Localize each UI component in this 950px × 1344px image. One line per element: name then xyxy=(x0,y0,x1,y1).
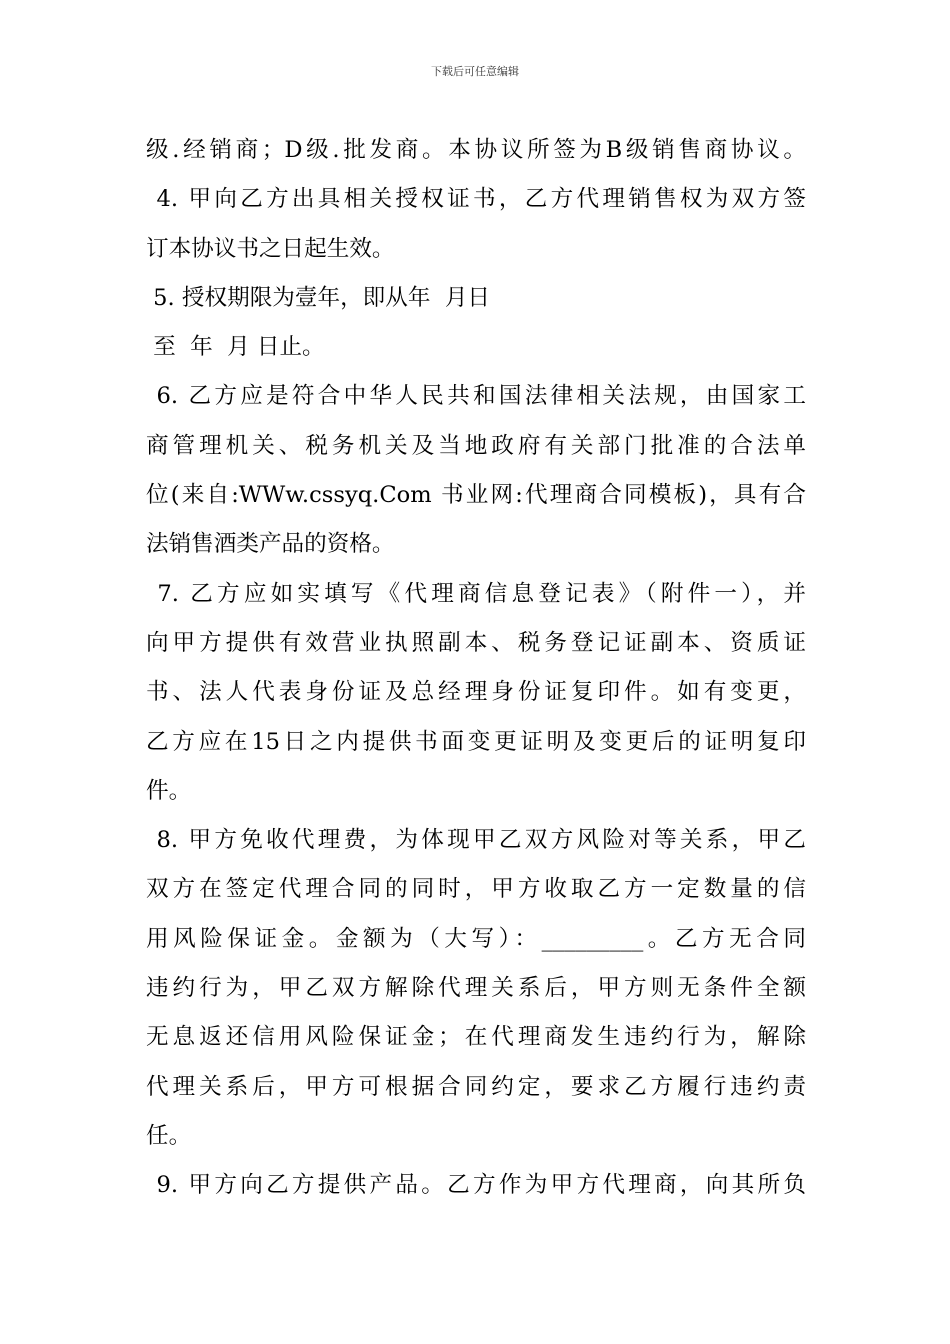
text-line: 无息返还信用风险保证金；在代理商发生违约行为，解除 xyxy=(146,1024,806,1051)
page-header: 下载后可任意编辑 xyxy=(431,65,519,78)
text-line: 9. 甲方向乙方提供产品。乙方作为甲方代理商，向其所负 xyxy=(146,1172,806,1199)
text-line: 商管理机关、税务机关及当地政府有关部门批准的合法单 xyxy=(146,432,806,459)
text-line: 4. 甲向乙方出具相关授权证书，乙方代理销售权为双方签 xyxy=(146,186,806,213)
text-line: 任。 xyxy=(146,1122,192,1149)
text-line: 7. 乙方应如实填写《代理商信息登记表》（附件一），并 xyxy=(146,580,806,607)
text-line: 违约行为，甲乙双方解除代理关系后，甲方则无条件全额 xyxy=(146,975,806,1002)
text-line: 乙方应在15日之内提供书面变更证明及变更后的证明复印 xyxy=(146,728,806,755)
text-line: 至 年 月 日止。 xyxy=(146,334,325,361)
document-body xyxy=(146,126,806,1211)
text-line: 书、法人代表身份证及总经理身份证复印件。如有变更， xyxy=(146,679,806,706)
text-line: 级.经销商；D级.批发商。本协议所签为B级销售商协议。 xyxy=(146,137,806,163)
text-line: 位(来自:WWw.cssyq.Com 书业网:代理商合同模板)，具有合 xyxy=(146,482,806,509)
text-line: 用风险保证金。金额为（大写）：_________。乙方无合同 xyxy=(146,925,806,952)
text-line: 向甲方提供有效营业执照副本、税务登记证副本、资质证 xyxy=(146,629,806,656)
text-line: 5. 授权期限为壹年，即从年 月日 xyxy=(146,284,491,311)
text-line: 8. 甲方免收代理费，为体现甲乙双方风险对等关系，甲乙 xyxy=(146,827,806,854)
text-line: 件。 xyxy=(146,777,192,804)
text-line: 双方在签定代理合同的同时，甲方收取乙方一定数量的信 xyxy=(146,876,806,903)
text-line: 6. 乙方应是符合中华人民共和国法律相关法规，由国家工 xyxy=(146,383,806,410)
text-line: 代理关系后，甲方可根据合同约定，要求乙方履行违约责 xyxy=(146,1073,806,1100)
text-line: 订本协议书之日起生效。 xyxy=(146,235,395,262)
text-line: 法销售酒类产品的资格。 xyxy=(146,531,395,558)
